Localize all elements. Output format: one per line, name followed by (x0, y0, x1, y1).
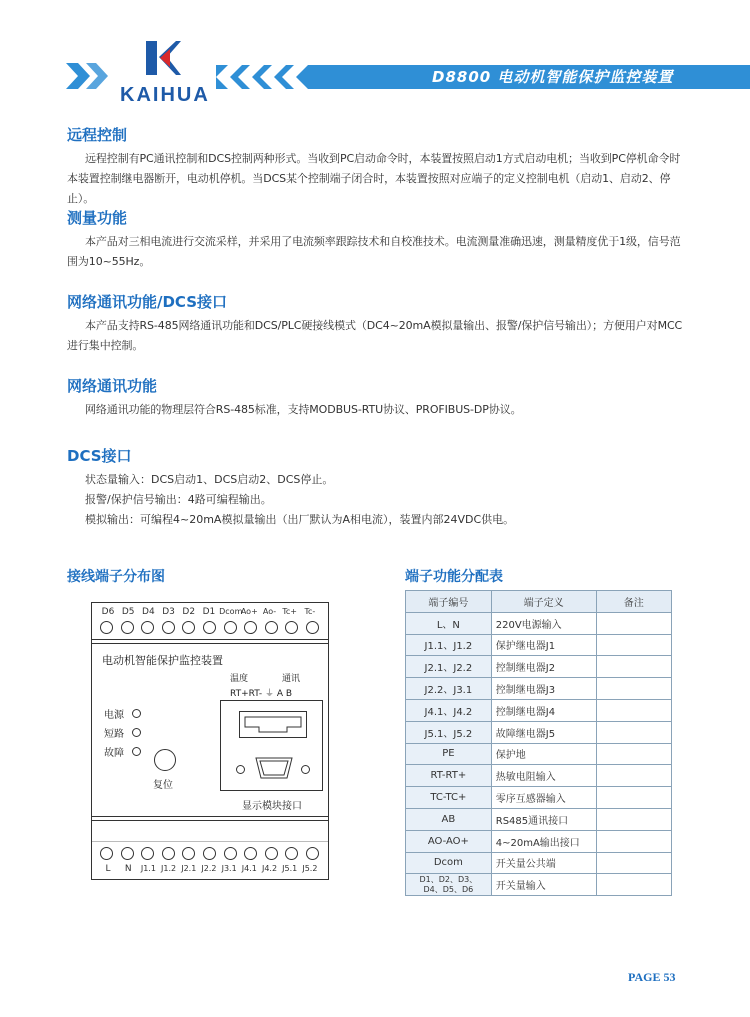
display-port-box (220, 700, 323, 791)
port-label: 显示模块接口 (242, 801, 302, 812)
table-header-row (406, 591, 672, 613)
terminal-definition: 4~20mA输出接口 (491, 830, 596, 852)
section-line: 模拟输出：可编程4~20mA模拟量输出（出厂默认为A相电流），装置内部24VDC供电。 (85, 513, 515, 526)
terminal-note (596, 765, 671, 787)
section-title: 网络通讯功能 (67, 377, 158, 395)
fault-led-icon (132, 747, 141, 756)
section-remote-control (67, 124, 687, 209)
terminal-note (596, 787, 671, 809)
terminal-label: D5 (121, 607, 135, 617)
terminal-screw (265, 847, 278, 860)
terminal-screw (244, 621, 257, 634)
section-title: 测量功能 (67, 209, 128, 227)
terminal-definition: 保护地 (491, 743, 596, 765)
section-paragraph: 本产品支持RS-485网络通讯功能和DCS/PLC硬接线模式（DC4~20mA模拟量输出、报警/保护信号输出）；方便用户对MCC进行集中控制。 (67, 319, 683, 352)
led-label-fault: 故障 (104, 748, 124, 759)
terminal-screw (121, 621, 134, 634)
page-header (0, 0, 750, 110)
terminal-label: Tc- (304, 607, 316, 616)
terminal-label: Tc+ (282, 607, 297, 616)
table-title: 端子功能分配表 (405, 569, 503, 585)
terminal-code: J4.1、J4.2 (406, 699, 492, 721)
top-terminal-screws (92, 621, 328, 634)
terminal-screw (306, 621, 319, 634)
terminal-definition: 控制继电器J3 (491, 678, 596, 700)
section-title: 网络通讯功能/DCS接口 (67, 293, 228, 311)
terminal-label: D2 (182, 607, 196, 617)
terminal-label: L (105, 864, 111, 874)
terminal-definition: 220V电源输入 (491, 612, 596, 634)
terminal-label: D1 (202, 607, 216, 617)
terminal-label: Ao+ (240, 607, 258, 616)
terminal-code: J2.1、J2.2 (406, 656, 492, 678)
terminal-label: J2.2 (201, 864, 217, 873)
terminal-note (596, 699, 671, 721)
terminal-screw (162, 847, 175, 860)
terminal-code (406, 874, 492, 896)
wiring-diagram (91, 602, 329, 880)
terminal-code: PE (406, 743, 492, 765)
terminal-screw (182, 621, 195, 634)
terminal-note (596, 743, 671, 765)
power-led-icon (132, 709, 141, 718)
terminal-label: Ao- (262, 607, 277, 616)
terminal-screw (306, 847, 319, 860)
table-row (406, 656, 672, 678)
terminal-label: D6 (101, 607, 115, 617)
page-number: PAGE 53 (628, 970, 676, 984)
terminal-label: J1.2 (161, 864, 177, 873)
table-row (406, 765, 672, 787)
terminal-code: J1.1、J1.2 (406, 634, 492, 656)
terminal-screw (141, 847, 154, 860)
terminal-screw (244, 847, 257, 860)
terminal-code: J5.1、J5.2 (406, 721, 492, 743)
terminal-code-line: D4、D5、D6 (423, 884, 474, 894)
terminal-note (596, 874, 671, 896)
screw-icon (301, 765, 310, 774)
terminal-note (596, 830, 671, 852)
bottom-terminal-screws (92, 847, 328, 860)
comm-label: 通讯 (282, 674, 301, 684)
section-title: DCS接口 (67, 447, 132, 465)
divider (92, 643, 328, 644)
banner-chevrons-icon (216, 65, 426, 89)
table-row (406, 743, 672, 765)
connector-icon (239, 711, 307, 738)
table-row (406, 830, 672, 852)
terminal-screw (265, 621, 278, 634)
table-row (406, 852, 672, 874)
device-name: 电动机智能保护监控装置 (102, 654, 223, 667)
terminal-code: AB (406, 808, 492, 830)
terminal-definition: 保护继电器J1 (491, 634, 596, 656)
section-line: 状态量输入：DCS启动1、DCS启动2、DCS停止。 (85, 473, 334, 486)
terminal-note (596, 678, 671, 700)
diagram-title: 接线端子分布图 (67, 569, 165, 585)
terminal-screw (162, 621, 175, 634)
table-header: 端子定义 (491, 591, 596, 613)
reset-label: 复位 (153, 780, 173, 791)
terminal-screw (141, 621, 154, 634)
divider (92, 639, 328, 640)
terminal-code: J2.2、J3.1 (406, 678, 492, 700)
terminal-note (596, 656, 671, 678)
terminal-code: RT-RT+ (406, 765, 492, 787)
divider (92, 820, 328, 821)
section-paragraph: 网络通讯功能的物理层符合RS-485标准，支持MODBUS-RTU协议、PROFIBUS-DP协议。 (85, 403, 522, 416)
temp-label: 温度 (230, 674, 249, 684)
terminal-screw (224, 847, 237, 860)
chevron-decoration-icon (66, 63, 114, 89)
led-label-short: 短路 (104, 729, 124, 740)
terminal-label: D3 (162, 607, 175, 617)
table-header: 备注 (596, 591, 671, 613)
db9-connector-icon (255, 757, 293, 779)
terminal-definition: 控制继电器J2 (491, 656, 596, 678)
terminal-code: AO-AO+ (406, 830, 492, 852)
terminal-screw (285, 621, 298, 634)
terminal-screw (121, 847, 134, 860)
terminal-definition: 零序互感器输入 (491, 787, 596, 809)
terminal-code: TC-TC+ (406, 787, 492, 809)
section-line: 报警/保护信号输出：4路可编程输出。 (85, 493, 272, 506)
section-title: 远程控制 (67, 126, 128, 144)
terminal-note (596, 634, 671, 656)
terminal-definition: 热敏电阻输入 (491, 765, 596, 787)
terminal-note (596, 852, 671, 874)
banner-title: D8800 电动机智能保护监控装置 (432, 68, 674, 86)
terminal-note (596, 721, 671, 743)
terminal-label: J2.1 (181, 864, 197, 873)
terminal-label: J4.1 (241, 864, 257, 873)
terminal-label: J1.1 (140, 864, 156, 873)
terminal-screw (100, 621, 113, 634)
terminal-label: D4 (142, 607, 155, 617)
terminal-code: Dcom (406, 852, 492, 874)
short-led-icon (132, 728, 141, 737)
terminal-screw (203, 621, 216, 634)
terminal-screw (100, 847, 113, 860)
terminal-label: J3.1 (221, 864, 237, 873)
terminal-label: J5.2 (302, 864, 318, 873)
led-label-power: 电源 (104, 710, 124, 721)
table-row (406, 634, 672, 656)
terminal-definition: RS485通讯接口 (491, 808, 596, 830)
section-measurement (67, 207, 687, 272)
table-row (406, 787, 672, 809)
table-row (406, 699, 672, 721)
port-pins-label: RT+RT- ⏚ A B (230, 689, 293, 699)
logo-text: KAIHUA (120, 84, 210, 106)
terminal-label: J4.2 (261, 864, 278, 873)
terminal-screw (224, 621, 237, 634)
terminal-function-table (405, 590, 672, 896)
section-network (67, 375, 687, 420)
table-row (406, 808, 672, 830)
table-row (406, 678, 672, 700)
table-row (406, 612, 672, 634)
terminal-screw (285, 847, 298, 860)
section-dcs-interface (67, 445, 687, 530)
terminal-screw (182, 847, 195, 860)
screw-icon (236, 765, 245, 774)
terminal-note (596, 612, 671, 634)
terminal-label: Dcom (219, 607, 243, 616)
section-network-dcs (67, 291, 687, 356)
terminal-code-line: D1、D2、D3、 (419, 874, 478, 884)
terminal-note (596, 808, 671, 830)
bottom-terminal-labels (92, 864, 328, 874)
reset-button-icon (154, 749, 176, 771)
section-paragraph: 本产品对三相电流进行交流采样，并采用了电流频率跟踪技术和自校准技术。电流测量准确迅速，测量精度优于1级，信号范围为10~55Hz。 (67, 235, 681, 268)
top-terminal-labels (92, 607, 328, 617)
kaihua-logo-icon (143, 38, 183, 78)
terminal-definition: 控制继电器J4 (491, 699, 596, 721)
terminal-definition: 开关量公共端 (491, 852, 596, 874)
terminal-label: J5.1 (282, 864, 298, 873)
section-paragraph: 远程控制有PC通讯控制和DCS控制两种形式。当收到PC启动命令时，本装置按照启动1方式启动电机；当收到PC停机命令时本装置控制继电器断开，电动机停机。当DCS某个控制端子闭合时，本装置按照对应端子的定义控制电机（启动1、启动2、停止）。 (67, 152, 681, 205)
table-header: 端子编号 (406, 591, 492, 613)
terminal-label: N (124, 864, 132, 874)
table-row (406, 874, 672, 896)
divider (92, 816, 328, 817)
terminal-code: L、N (406, 612, 492, 634)
terminal-screw (203, 847, 216, 860)
terminal-definition: 开关量输入 (491, 874, 596, 896)
divider (92, 841, 328, 842)
table-row (406, 721, 672, 743)
terminal-definition: 故障继电器J5 (491, 721, 596, 743)
